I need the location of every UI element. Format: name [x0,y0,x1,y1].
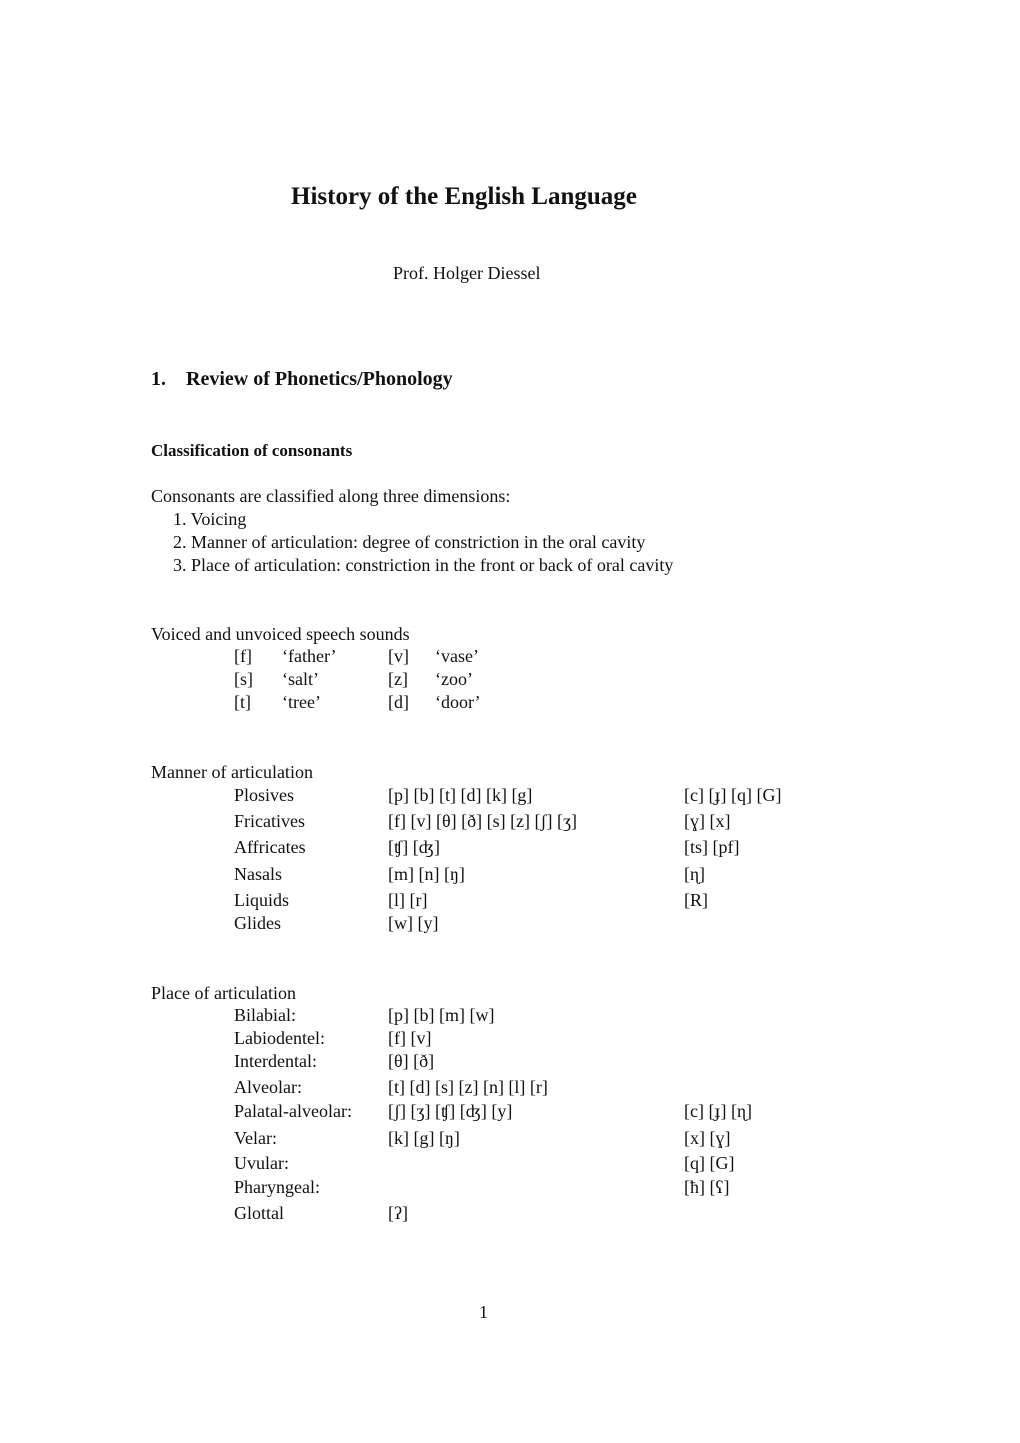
manner-row [0,913,1020,937]
place-heading: Place of articulation [151,983,296,1003]
voiced-sound: [z] [388,669,408,689]
place-row [0,1203,1020,1227]
voicing-pair-row [0,646,1020,669]
manner-row [0,890,1020,914]
english-sounds: [ʃ] [ʒ] [ʧ] [ʤ] [y] [388,1101,513,1121]
section-heading [151,368,453,391]
unvoiced-sound: [t] [234,692,251,712]
english-sounds: [t] [d] [s] [z] [n] [l] [r] [388,1077,548,1097]
unvoiced-example: ‘tree’ [282,692,321,712]
other-sounds: [c] [ɟ] [q] [G] [684,785,782,805]
place-row [0,1077,1020,1101]
english-sounds: [p] [b] [t] [d] [k] [g] [388,785,533,805]
place-row [0,1128,1020,1152]
voicing-pair-row [0,669,1020,692]
english-sounds: [ʧ] [ʤ] [388,837,440,857]
place-label: Interdental: [234,1051,317,1071]
place-row [0,1005,1020,1029]
place-label: Glottal [234,1203,284,1223]
other-sounds: [x] [ɣ] [684,1128,731,1148]
place-label: Velar: [234,1128,277,1148]
page-number: 1 [479,1302,488,1322]
section-number: 1. [151,368,166,390]
unvoiced-sound: [s] [234,669,253,689]
english-sounds: [f] [v] [θ] [ð] [s] [z] [ʃ] [ʒ] [388,811,577,831]
english-sounds: [ʔ] [388,1203,408,1223]
manner-row [0,837,1020,861]
manner-row [0,811,1020,835]
voicing-heading: Voiced and unvoiced speech sounds [151,624,410,644]
unvoiced-example: ‘salt’ [282,669,319,689]
english-sounds: [k] [g] [ŋ] [388,1128,460,1148]
english-sounds: [p] [b] [m] [w] [388,1005,495,1025]
place-label: Alveolar: [234,1077,302,1097]
place-label: Pharyngeal: [234,1177,320,1197]
other-sounds: [ħ] [ʕ] [684,1177,730,1197]
manner-label: Affricates [234,837,306,857]
manner-heading: Manner of articulation [151,762,313,782]
other-sounds: [ɣ] [x] [684,811,731,831]
place-label: Uvular: [234,1153,289,1173]
unvoiced-example: ‘father’ [282,646,337,666]
manner-label: Nasals [234,864,282,884]
document-title: History of the English Language [291,183,637,210]
subheading: Classification of consonants [151,441,353,460]
voiced-example: ‘door’ [435,692,481,712]
place-row [0,1101,1020,1125]
intro-item: 1. Voicing [173,509,247,529]
place-row [0,1051,1020,1075]
manner-row [0,785,1020,809]
voicing-pair-row [0,692,1020,715]
intro-item: 3. Place of articulation: constriction in the front or back of oral cavity [173,555,674,575]
voiced-sound: [d] [388,692,409,712]
voiced-example: ‘vase’ [435,646,479,666]
manner-label: Glides [234,913,281,933]
intro-lead: Consonants are classified along three dimensions: [151,486,511,506]
manner-label: Liquids [234,890,290,910]
place-row [0,1028,1020,1052]
manner-label: Fricatives [234,811,305,831]
manner-row [0,864,1020,888]
author-name: Prof. Holger Diessel [393,263,541,283]
english-sounds: [m] [n] [ŋ] [388,864,465,884]
other-sounds: [ts] [pf] [684,837,740,857]
english-sounds: [f] [v] [388,1028,432,1048]
intro-item: 2. Manner of articulation: degree of constriction in the oral cavity [173,532,646,552]
section-title: Review of Phonetics/Phonology [186,368,453,390]
other-sounds: [c] [ɟ] [ɳ] [684,1101,752,1121]
place-label: Bilabial: [234,1005,296,1025]
english-sounds: [w] [y] [388,913,439,933]
place-label: Palatal-alveolar: [234,1101,352,1121]
english-sounds: [l] [r] [388,890,428,910]
other-sounds: [q] [G] [684,1153,735,1173]
voiced-sound: [v] [388,646,409,666]
place-row [0,1177,1020,1201]
other-sounds: [ɳ] [684,864,705,884]
manner-label: Plosives [234,785,295,805]
english-sounds: [θ] [ð] [388,1051,435,1071]
place-label: Labiodentel: [234,1028,325,1048]
unvoiced-sound: [f] [234,646,252,666]
voiced-example: ‘zoo’ [435,669,473,689]
place-row [0,1153,1020,1177]
other-sounds: [R] [684,890,708,910]
